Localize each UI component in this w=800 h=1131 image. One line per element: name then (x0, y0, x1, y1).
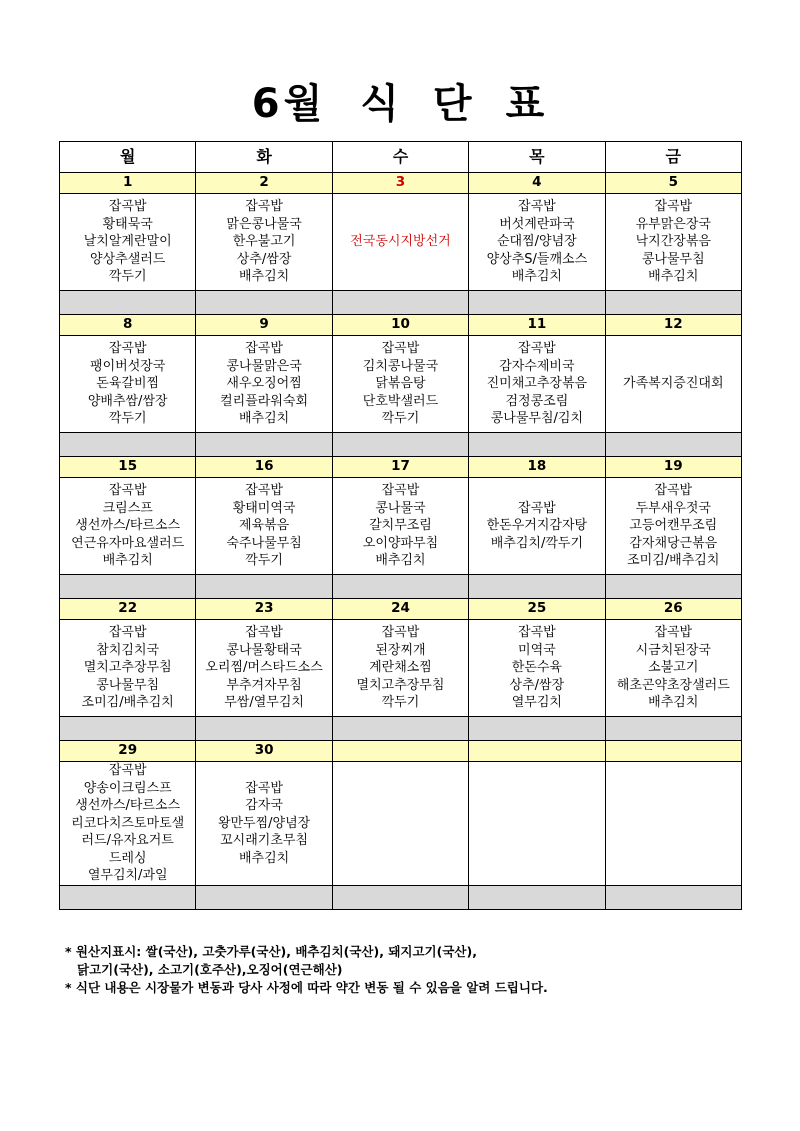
menu-item: 잡곡밥 (518, 625, 556, 641)
menu-item: 양배추쌈/쌈장 (87, 393, 168, 409)
date-cell-thu: 4 (469, 173, 605, 194)
menu-item: 배추김치 (238, 269, 290, 285)
menu-item: 콩나물국 (375, 500, 426, 516)
date-cell-thu: 25 (469, 599, 605, 620)
menu-cell-thu (469, 194, 605, 291)
date-cell-mon: 8 (60, 315, 196, 336)
spacer-cell (332, 291, 468, 315)
menu-item: 해초곤약초장샐러드 (616, 677, 730, 693)
menu-item: 닭볶음탕 (375, 376, 426, 392)
menu-item: 날치알계란말이 (83, 234, 172, 250)
menu-item: 왕만두찜/양념장 (217, 815, 311, 831)
menu-item: 순대찜/양념장 (497, 234, 577, 250)
weekday-header-thu: 목 (469, 142, 605, 173)
title-month: 6월 (251, 81, 327, 127)
spacer-cell (469, 291, 605, 315)
menu-item: 리코다치즈토마토샐 (71, 815, 185, 831)
date-row (60, 315, 742, 336)
menu-cell-tue (196, 762, 332, 886)
menu-item: 팽이버섯장국 (90, 358, 166, 374)
date-cell-tue: 23 (196, 599, 332, 620)
menu-cell-fri (605, 478, 741, 575)
menu-item: 상추/쌈장 (509, 677, 565, 693)
menu-item: 된장찌개 (375, 642, 426, 658)
menu-item: 연근유자마요샐러드 (71, 535, 185, 551)
spacer-cell (60, 885, 196, 909)
menu-row (60, 194, 742, 291)
spacer-cell (196, 575, 332, 599)
menu-item: 황태미역국 (232, 500, 296, 516)
spacer-cell (605, 433, 741, 457)
menu-item: 잡곡밥 (108, 199, 147, 215)
menu-item: 고등어캔무조림 (629, 518, 718, 534)
menu-cell-wed (332, 336, 468, 433)
menu-item: 멸치고추장무침 (83, 660, 172, 676)
menu-item: 콩나물무침 (96, 677, 160, 693)
menu-item: 잡곡밥 (245, 625, 283, 641)
spacer-cell (196, 717, 332, 741)
menu-item: 잡곡밥 (245, 483, 283, 499)
menu-item: 잡곡밥 (245, 199, 283, 215)
spacer-cell (469, 885, 605, 909)
menu-item: 러드/유자요거트 (81, 833, 174, 848)
footnotes (65, 943, 548, 997)
date-cell-mon: 1 (60, 173, 196, 194)
date-cell-tue: 30 (196, 741, 332, 762)
date-cell-fri: 12 (605, 315, 741, 336)
menu-item: 유부맑은장국 (635, 216, 711, 232)
date-cell-wed: 17 (332, 457, 468, 478)
menu-item: 잡곡밥 (108, 763, 147, 778)
menu-item: 콩나물맑은국 (226, 358, 302, 374)
spacer-cell (196, 291, 332, 315)
menu-item: 제육볶음 (238, 518, 290, 534)
menu-item: 김치콩나물국 (362, 358, 439, 374)
menu-item: 참치김치국 (96, 642, 160, 658)
menu-item: 잡곡밥 (245, 341, 283, 357)
menu-item: 한우불고기 (232, 234, 296, 250)
spacer-row (60, 575, 742, 599)
date-cell-mon: 15 (60, 457, 196, 478)
spacer-cell (332, 575, 468, 599)
spacer-cell (605, 885, 741, 909)
menu-item: 깍두기 (381, 411, 420, 427)
title-word-2: 단 (432, 81, 476, 127)
menu-item: 조미김/배추김치 (627, 553, 720, 569)
menu-item: 배추김치 (648, 269, 699, 285)
weekday-header-row (60, 142, 742, 173)
date-cell-thu: 11 (469, 315, 605, 336)
menu-item: 깍두기 (108, 269, 147, 285)
menu-cell-wed (332, 762, 468, 886)
date-row (60, 457, 742, 478)
spacer-cell (60, 575, 196, 599)
date-row (60, 741, 742, 762)
menu-item: 배추김치/깍두기 (490, 535, 584, 551)
date-cell-thu: 18 (469, 457, 605, 478)
change-notice: * 식단 내용은 시장물가 변동과 당사 사정에 따라 약간 변동 될 수 있음을 알려 드립니다. (65, 980, 548, 995)
menu-cell-wed (332, 620, 468, 717)
meal-calendar-table (59, 141, 742, 910)
menu-cell-mon (60, 336, 196, 433)
spacer-row (60, 717, 742, 741)
menu-item: 배추김치 (375, 553, 426, 569)
menu-item: 배추김치 (511, 269, 562, 285)
menu-item: 상추/쌈장 (236, 251, 292, 267)
date-cell-mon: 29 (60, 741, 196, 762)
spacer-cell (332, 885, 468, 909)
menu-item: 맑은콩나물국 (226, 216, 302, 232)
menu-item: 멸치고추장무침 (356, 677, 445, 693)
date-cell-thu (469, 741, 605, 762)
menu-item: 돈육갈비찜 (96, 376, 160, 392)
menu-cell-thu (469, 336, 605, 433)
date-cell-tue: 9 (196, 315, 332, 336)
menu-item: 잡곡밥 (245, 780, 283, 796)
spacer-cell (605, 291, 741, 315)
spacer-cell (469, 717, 605, 741)
menu-item: 열무김치/과일 (87, 868, 168, 883)
menu-cell-tue (196, 620, 332, 717)
menu-item: 양송이크림스프 (83, 780, 172, 796)
menu-item: 감자국 (245, 798, 283, 813)
menu-item: 소불고기 (648, 660, 699, 676)
date-cell-wed: 24 (332, 599, 468, 620)
menu-item: 배추김치 (648, 695, 699, 711)
menu-item: 배추김치 (238, 850, 290, 866)
spacer-cell (332, 433, 468, 457)
menu-item: 콩나물무침 (641, 251, 705, 267)
menu-item: 열무김치 (511, 695, 562, 711)
menu-item: 진미채고추장볶음 (486, 376, 588, 392)
menu-item: 새우오징어찜 (226, 376, 302, 392)
origin-note-continued: 닭고기(국산), 소고기(호주산),오징어(연근해산) (77, 962, 343, 977)
weekday-header-tue: 화 (196, 142, 332, 173)
menu-item: 버섯계란파국 (499, 216, 575, 232)
menu-item: 미역국 (518, 642, 556, 658)
menu-item: 계란채소찜 (369, 660, 432, 676)
menu-item: 배추김치 (238, 411, 290, 427)
menu-item: 숙주나물무침 (226, 535, 302, 551)
spacer-cell (60, 433, 196, 457)
menu-row (60, 762, 742, 886)
menu-item: 양상추샐러드 (90, 251, 166, 267)
title-word-1: 식 (360, 81, 403, 127)
menu-item: 낙지간장볶음 (635, 234, 711, 250)
spacer-row (60, 291, 742, 315)
spacer-cell (60, 717, 196, 741)
menu-cell-fri (605, 336, 741, 433)
menu-item: 잡곡밥 (654, 199, 693, 215)
menu-cell-thu (469, 620, 605, 717)
menu-item: 단호박샐러드 (362, 393, 439, 409)
menu-cell-tue (196, 478, 332, 575)
menu-item: 부추겨자무침 (226, 677, 302, 693)
menu-cell-tue (196, 336, 332, 433)
menu-item: 잡곡밥 (518, 199, 556, 215)
menu-item: 잡곡밥 (518, 341, 556, 357)
menu-item: 한돈수육 (511, 660, 562, 676)
menu-item: 한돈우거지감자탕 (486, 518, 588, 534)
spacer-row (60, 433, 742, 457)
date-cell-fri: 5 (605, 173, 741, 194)
menu-item: 전국동시지방선거 (350, 234, 451, 250)
menu-item: 무쌈/열무김치 (224, 695, 304, 711)
menu-item: 깍두기 (381, 695, 420, 711)
menu-item: 감자채당근볶음 (629, 535, 718, 551)
date-cell-tue: 2 (196, 173, 332, 194)
menu-item: 컬리플라워숙회 (220, 393, 309, 409)
menu-item: 황태묵국 (102, 216, 153, 232)
spacer-cell (196, 433, 332, 457)
menu-item: 검정콩조림 (505, 393, 569, 409)
date-cell-fri: 26 (605, 599, 741, 620)
menu-item: 배추김치 (102, 553, 153, 569)
menu-cell-mon (60, 478, 196, 575)
menu-item: 시금치된장국 (635, 642, 711, 658)
spacer-cell (605, 717, 741, 741)
date-cell-wed (332, 741, 468, 762)
menu-cell-mon (60, 620, 196, 717)
menu-item: 갈치무조림 (369, 518, 432, 534)
menu-item: 콩나물황태국 (226, 642, 302, 658)
title-word-3: 표 (505, 81, 549, 127)
menu-item: 잡곡밥 (654, 483, 693, 499)
menu-item: 깍두기 (108, 411, 147, 427)
menu-item: 오이양파무침 (362, 535, 439, 551)
menu-item: 드레싱 (108, 850, 147, 866)
menu-item: 양상추S/들깨소스 (486, 251, 588, 267)
menu-item: 잡곡밥 (381, 483, 420, 499)
menu-item: 잡곡밥 (381, 341, 420, 357)
menu-item: 오리찜/머스타드소스 (205, 660, 323, 676)
menu-cell-fri (605, 194, 741, 291)
meal-calendar-body (60, 173, 742, 910)
menu-item: 크림스프 (102, 500, 153, 516)
weekday-header-fri: 금 (605, 142, 741, 173)
menu-cell-fri (605, 762, 741, 886)
menu-cell-thu (469, 762, 605, 886)
origin-note: * 원산지표시: 쌀(국산), 고춧가루(국산), 배추김치(국산), 돼지고기(국산), (65, 944, 477, 959)
date-row (60, 173, 742, 194)
menu-cell-wed (332, 194, 468, 291)
menu-cell-mon (60, 194, 196, 291)
menu-item: 잡곡밥 (654, 625, 693, 641)
date-row (60, 599, 742, 620)
menu-row (60, 336, 742, 433)
weekday-header-mon: 월 (60, 142, 196, 173)
date-cell-fri: 19 (605, 457, 741, 478)
menu-item: 콩나물무침/김치 (490, 411, 584, 427)
spacer-cell (332, 717, 468, 741)
menu-item: 잡곡밥 (108, 483, 147, 499)
menu-item: 잡곡밥 (381, 625, 420, 641)
date-cell-fri (605, 741, 741, 762)
spacer-cell (469, 575, 605, 599)
date-cell-wed: 10 (332, 315, 468, 336)
date-cell-mon: 22 (60, 599, 196, 620)
menu-item: 조미김/배추김치 (81, 695, 174, 711)
spacer-cell (196, 885, 332, 909)
menu-item: 가족복지증진대회 (623, 376, 724, 392)
menu-cell-thu (469, 478, 605, 575)
menu-item: 감자수제비국 (499, 358, 575, 374)
menu-cell-wed (332, 478, 468, 575)
menu-item: 생선까스/타르소스 (75, 798, 181, 813)
spacer-row (60, 885, 742, 909)
menu-item: 잡곡밥 (108, 341, 147, 357)
menu-item: 두부새우젓국 (635, 500, 711, 516)
date-cell-wed: 3 (332, 173, 468, 194)
menu-item: 잡곡밥 (108, 625, 147, 641)
weekday-header-wed: 수 (332, 142, 468, 173)
menu-item: 생선까스/타르소스 (75, 518, 181, 534)
menu-row (60, 620, 742, 717)
menu-row (60, 478, 742, 575)
menu-item: 잡곡밥 (518, 500, 556, 516)
menu-item: 꼬시래기초무침 (220, 833, 309, 848)
page-title (0, 72, 800, 129)
menu-item: 깍두기 (245, 553, 283, 569)
date-cell-tue: 16 (196, 457, 332, 478)
spacer-cell (605, 575, 741, 599)
menu-cell-mon (60, 762, 196, 886)
menu-cell-tue (196, 194, 332, 291)
spacer-cell (60, 291, 196, 315)
menu-cell-fri (605, 620, 741, 717)
spacer-cell (469, 433, 605, 457)
